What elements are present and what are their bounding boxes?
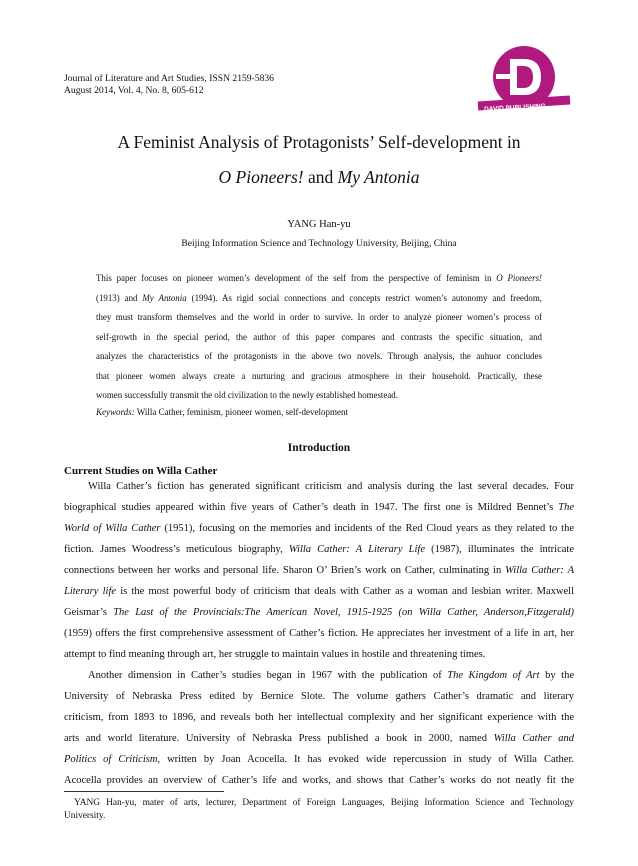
abstract-line: self-growth in the special period, the author of this paper compares and contrasts the specific situation, and <box>96 331 542 342</box>
keywords-text: Willa Cather, feminism, pioneer women, self-development <box>134 407 348 417</box>
logo-text: DAVID PUBLISHING <box>483 102 546 114</box>
author-name: YANG Han-yu <box>287 219 351 230</box>
body-line: connections between her works and personal life. Sharon O’ Brien’s work on Cather, culminating in Willa Cather: A <box>64 565 574 576</box>
body-line: Literary life is the most powerful body of criticism that deals with Cather as a woman and lesbian writer. Maxwell <box>64 586 574 597</box>
body-line: World of Willa Cather (1951), focusing on the memories and incidents of the Red Cloud years as they related to the <box>64 523 574 534</box>
abstract-line: that pioneer women always create a nurturing and gracious atmosphere in their household. Practically, these <box>96 370 542 381</box>
title-work-1: O Pioneers! <box>218 167 304 187</box>
paper-title-line-2 <box>0 167 638 188</box>
keywords <box>96 407 348 417</box>
body-line: Another dimension in Cather’s studies began in 1967 with the publication of The Kingdom of Art by the <box>88 670 574 681</box>
journal-line-2: August 2014, Vol. 4, No. 8, 605-612 <box>64 85 204 96</box>
abstract-line: women successfully transmit the old civilization to the newly established homestead. <box>96 390 398 400</box>
footnote-divider <box>64 791 224 792</box>
footnote-line: University. <box>64 811 106 821</box>
body-line: criticism, from 1893 to 1896, and reveals both her intellectual complexity and her significant experience with the <box>64 712 574 723</box>
journal-header <box>64 73 274 97</box>
body-line: (1959) offers the first comprehensive assessment of Cather’s fiction. He appreciates her investment of a life in art, her <box>64 628 574 639</box>
keywords-label: Keywords: <box>96 407 135 417</box>
logo-d-icon <box>470 40 578 118</box>
abstract-line: analyzes the characteristics of the protagonists in the above two novels. Through analysis, the auhuor concludes <box>96 351 542 361</box>
section-heading: Introduction <box>287 442 351 454</box>
abstract-line: (1913) and My Antonia (1994). As rigid social connections and concepts restrict women’s autonomy and freedom, <box>96 292 542 303</box>
body-line: Politics of Criticism, written by Joan Acocella. It has evoked wide repercussion in study of Willa Cather. <box>64 754 574 765</box>
body-line: fiction. James Woodress’s meticulous biography, Willa Cather: A Literary Life (1987), illuminates the intricate <box>64 544 574 555</box>
abstract-line: This paper focuses on pioneer women’s development of the self from the perspective of feminism in O Pioneers! <box>96 273 542 283</box>
body-line: Acocella provides an overview of Cather’s life and works, and shows that Cather’s works do not neatly fit the <box>64 775 574 786</box>
body-line: biographical studies appeared within five years of Cather’s death in 1947. The first one is Mildred Bennet’s The <box>64 502 574 513</box>
paper-title-line-1: A Feminist Analysis of Protagonists’ Self-development in <box>117 132 521 152</box>
title-work-2: My Antonia <box>337 167 420 187</box>
title-and: and <box>303 167 338 187</box>
journal-line-1: Journal of Literature and Art Studies, ISSN 2159-5836 <box>64 73 274 84</box>
subsection-heading: Current Studies on Willa Cather <box>64 465 218 477</box>
body-line: Willa Cather’s fiction has generated significant criticism and analysis during the last several decades. Four <box>88 481 574 492</box>
body-line: attempt to find meaning through art, her struggle to maintain values in hostile and threatening times. <box>64 649 486 660</box>
body-line: University of Nebraska Press edited by Bernice Slote. The volume gathers Cather’s dramatic and literary <box>64 691 574 702</box>
body-line: arts and world literature. University of Nebraska Press published a book in 2000, named Willa Cather and <box>64 733 574 744</box>
footnote-line: YANG Han-yu, mater of arts, lecturer, Department of Foreign Languages, Beijing Information Science and Technology <box>74 798 574 808</box>
david-publishing-logo <box>470 40 578 118</box>
body-line: Geismar’s The Last of the Provincials:The American Novel, 1915-1925 (on Willa Cather, Anderson,Fitzgerald) <box>64 607 574 618</box>
abstract-line: they must transform themselves and the world in order to survive. In order to analyze pioneer women’s process of <box>96 312 542 322</box>
author-affiliation: Beijing Information Science and Technology University, Beijing, China <box>181 238 457 249</box>
